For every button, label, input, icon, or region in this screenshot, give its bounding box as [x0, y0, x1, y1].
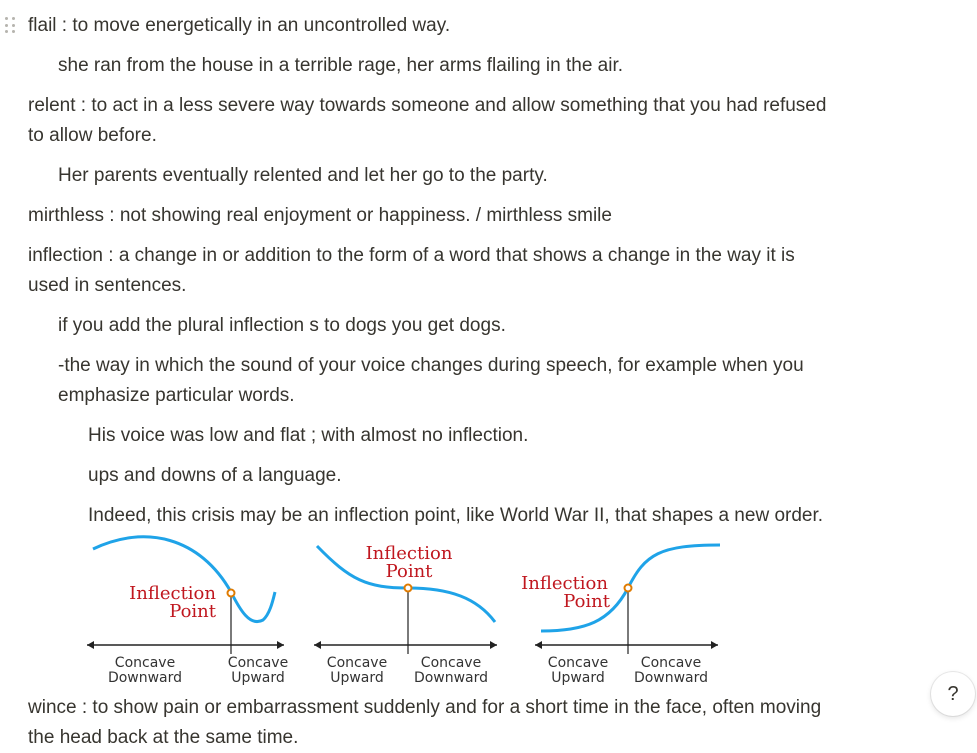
example-inflection: if you add the plural inflection s to dogs you get dogs. [58, 315, 506, 336]
panel1-label-line1: Inflection [129, 583, 216, 604]
definition-inflection-line2: used in sentences. [28, 275, 187, 296]
panel2-left-label-b: Upward [330, 670, 384, 686]
panel1-label-line2: Point [169, 601, 216, 622]
panel2-label-line1: Inflection [365, 543, 453, 564]
panel3-right-label-a: Concave [640, 655, 702, 671]
panel3-left-label-b: Upward [551, 670, 605, 686]
definition-mirthless: mirthless : not showing real enjoyment or happiness. / mirthless smile [28, 205, 612, 226]
definition-relent-line2: to allow before. [28, 125, 157, 146]
panel-2 [314, 543, 497, 686]
definition-wince-line2: the head back at the same time. [28, 727, 299, 748]
panel1-inflection-point [228, 590, 235, 597]
definition-flail: flail : to move energetically in an uncontrolled way. [28, 15, 451, 36]
drag-handle[interactable] [5, 17, 19, 35]
sub-definition-voice-line1: -the way in which the sound of your voice changes during speech, for example when you [58, 355, 804, 376]
panel1-left-label-b: Downward [107, 670, 183, 686]
example-voice: His voice was low and flat ; with almost no inflection. [88, 425, 529, 446]
panel3-right-label-b: Downward [633, 670, 709, 686]
definition-relent-line1: relent : to act in a less severe way towards someone and allow something that you had refused [28, 95, 827, 116]
sub-definition-voice-line2: emphasize particular words. [58, 385, 295, 406]
example-flail: she ran from the house in a terrible rage, her arms flailing in the air. [58, 55, 624, 76]
panel1-right-label-b: Upward [231, 670, 285, 686]
panel2-right-label-b: Downward [413, 670, 489, 686]
example-language: ups and downs of a language. [88, 465, 342, 486]
panel3-label-line1: Inflection [521, 573, 608, 594]
panel3-inflection-point [625, 585, 632, 592]
panel2-inflection-point [405, 585, 412, 592]
panel1-right-label-a: Concave [227, 655, 289, 671]
panel3-label-line2: Point [563, 591, 610, 612]
panel1-left-label-a: Concave [114, 655, 176, 671]
panel-3 [521, 545, 720, 686]
panel-1 [87, 537, 288, 686]
definition-inflection-line1: inflection : a change in or addition to the form of a word that shows a change in the way it is [28, 245, 795, 266]
example-relent: Her parents eventually relented and let her go to the party. [58, 165, 548, 186]
inflection-point-figure [85, 532, 730, 692]
panel2-label-line2: Point [385, 561, 433, 582]
panel2-right-label-a: Concave [420, 655, 482, 671]
help-button[interactable]: ? [931, 672, 975, 716]
definition-wince-line1: wince : to show pain or embarrassment suddenly and for a short time in the face, often moving [28, 697, 822, 718]
panel2-left-label-a: Concave [326, 655, 388, 671]
panel3-left-label-a: Concave [547, 655, 609, 671]
example-crisis: Indeed, this crisis may be an inflection point, like World War II, that shapes a new order. [88, 505, 824, 526]
